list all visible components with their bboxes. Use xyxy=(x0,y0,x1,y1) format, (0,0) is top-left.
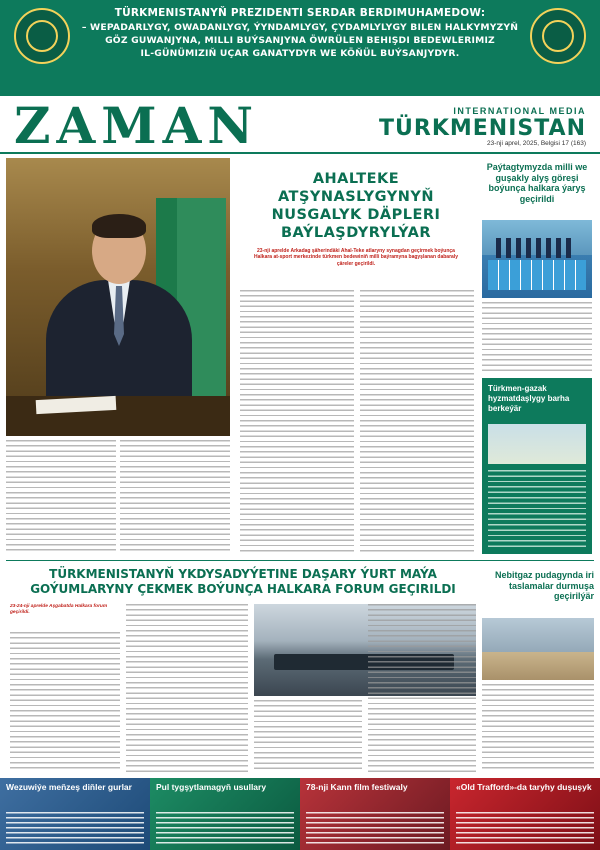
newspaper-logo: ZAMAN xyxy=(14,96,260,155)
sidebar-green-box xyxy=(482,378,592,554)
banner-quote-line: TÜRKMENISTANYŇ PREZIDENTI SERDAR BERDIMUHAMEDOW: xyxy=(114,7,486,19)
article-column xyxy=(254,700,362,772)
oil-gas-photo xyxy=(482,618,594,680)
banner-quote-line: IL-GÜNÜMIZIŇ UÇAR GANATYDYR WE KÖŇÜL BUÝSANJYDYR. xyxy=(140,48,460,59)
state-emblem-icon xyxy=(530,8,586,64)
banner-quote-line: – WEPADARLYGY, OWADANLYGY, ÝYNDAMLYGY, ÇYDAMLYLYGY BILEN HALKYMYZYŇ xyxy=(81,22,519,33)
meeting-photo xyxy=(488,424,586,464)
wrestling-photo xyxy=(482,220,592,298)
article-column xyxy=(120,440,230,552)
forum-lead: 23-24-nji aprelde Aşgabatda Halkara forum geçirildi. xyxy=(10,604,108,615)
top-banner xyxy=(0,0,600,96)
article-column xyxy=(368,604,476,772)
teaser-title: 78-nji Kann film festiwaly xyxy=(306,782,408,792)
footer-teaser[interactable] xyxy=(450,778,600,850)
footer-teasers xyxy=(0,778,600,850)
section-divider xyxy=(6,560,594,561)
teaser-title: Pul tygşytlamagyň usullary xyxy=(156,782,267,792)
article-column xyxy=(10,632,120,772)
footer-teaser[interactable] xyxy=(300,778,450,850)
footer-teaser[interactable] xyxy=(0,778,150,850)
banner-quote-line: GÖZ GUWANJYNA, MILLI BUÝSANJYNA ÖWRÜLEN BEHIŞDI BEDEWLERIMIZ xyxy=(105,35,495,46)
issue-date: 23-nji aprel, 2025, Belgisi 17 (163) xyxy=(486,140,586,147)
masthead xyxy=(0,96,600,154)
main-headline: AHALTEKE ATŞYNASLYGYNYŇ NUSGALYK DÄPLERI BAÝLAŞDYRYLÝAR xyxy=(271,171,441,241)
teaser-title: Wezuwiýe meňzeş diňler gurlar xyxy=(6,782,132,792)
oil-gas-headline: Nebitgaz pudagynda iri taslamalar durmuşa geçirilýär xyxy=(494,570,594,601)
masthead-tagline: INTERNATIONAL MEDIA xyxy=(453,106,586,116)
main-lead: 23-nji aprelde Arkadag şäherindäki Ahal-Teke atlaryny synagdan geçirmek boýunça Halkara at-sport merkezinde türkmen bedewiniň milli baýramyna bagyşlanan dabaraly çäreler geçirildi. xyxy=(254,248,458,267)
sidebar-headline: Paýtagtymyzda milli we guşakly alyş göreşi boýunça halkara ýaryş geçirildi xyxy=(486,162,588,204)
teaser-title: «Old Trafford»-da taryhy duşuşyk xyxy=(456,782,592,792)
green-box-headline: Türkmen-gazak hyzmatdaşlygy barha berkeýär xyxy=(488,384,570,413)
article-column xyxy=(482,302,592,374)
president-photo xyxy=(6,158,230,436)
right-sidebar xyxy=(480,158,594,558)
article-column xyxy=(6,440,116,552)
article-column xyxy=(240,290,354,552)
article-column xyxy=(482,684,594,772)
footer-teaser[interactable] xyxy=(150,778,300,850)
masthead-country: TÜRKMENISTAN xyxy=(379,116,586,141)
article-column xyxy=(126,604,248,772)
forum-headline: TÜRKMENISTANYŇ YKDYSADYÝETINE DAŞARY ÝURT MAÝA GOÝUMLARYNY ÇEKMEK BOÝUNÇA HALKARA FORUM GEÇIRILDI xyxy=(30,567,456,596)
article-column xyxy=(360,290,474,552)
state-emblem-icon xyxy=(14,8,70,64)
